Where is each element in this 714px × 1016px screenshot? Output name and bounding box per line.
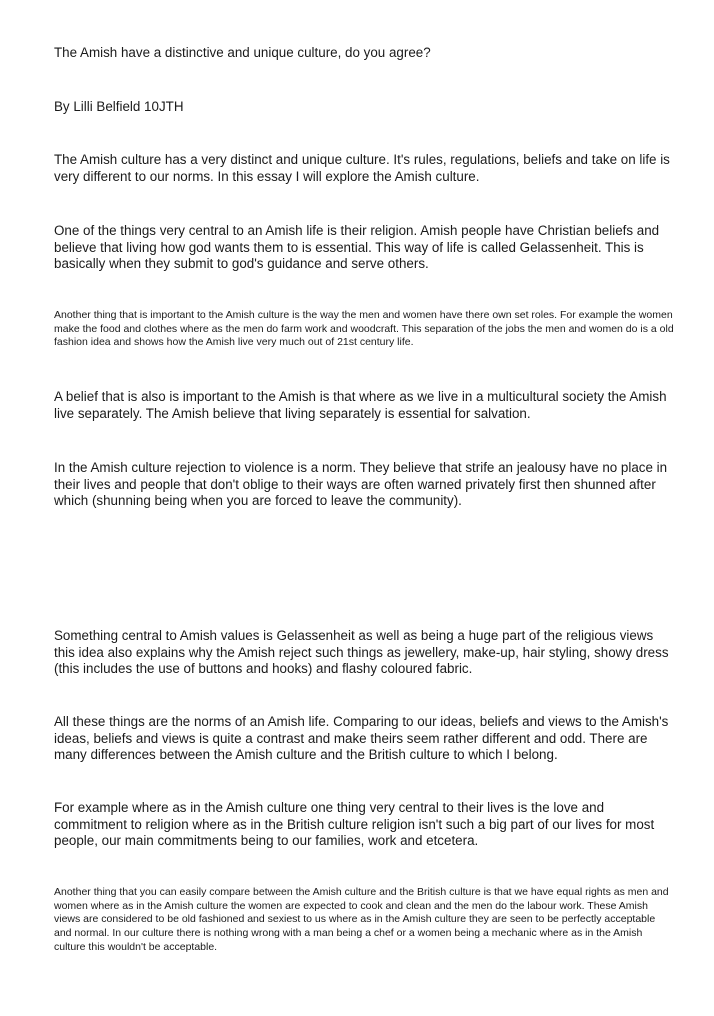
author-byline: By Lilli Belfield 10JTH [54,99,184,114]
paragraph-equal-rights: Another thing that you can easily compare between the Amish culture and the British culture is that we have equal rights as men and women where as in the Amish culture the women are expected to cook and clean and the men do the labour work. These Amish views are considered to be old fashioned and sexiest to us where as in the Amish culture they are seen to be perfectly acceptable and normal. In our culture there is nothing wrong with a man being a chef or a women being a mechanic where as in the Amish culture this wouldn't be acceptable. [54,886,669,953]
essay-title: The Amish have a distinctive and unique culture, do you agree? [54,45,431,60]
paragraph-religion-comparison: For example where as in the Amish culture one thing very central to their lives is the love and commitment to religion where as in the British culture religion isn't such a big part of our lives for most people, our main commitments being to our families, work and etcetera. [54,800,655,849]
paragraph-gender-roles: Another thing that is important to the Amish culture is the way the men and women have there own set roles. For example the women make the food and clothes where as the men do farm work and woodcraft. This separation of the jobs the men and women do is a old fashion idea and shows how the Amish live very much out of 21st century life. [54,309,674,349]
paragraph-separation: A belief that is also is important to the Amish is that where as we live in a multicultural society the Amish live separately. The Amish believe that living separately is essential for salvation. [54,389,667,421]
paragraph-nonviolence: In the Amish culture rejection to violence is a norm. They believe that strife an jealousy have no place in their lives and people that don't oblige to their ways are often warned privately first then shunned after which (shunning being when you are forced to leave the community). [54,460,668,509]
paragraph-intro: The Amish culture has a very distinct and unique culture. It's rules, regulations, beliefs and take on life is very different to our norms. In this essay I will explore the Amish culture. [54,152,670,184]
paragraph-religion: One of the things very central to an Amish life is their religion. Amish people have Christian beliefs and believe that living how god wants them to is essential. This way of life is called Gelassenheit. This is basically when they submit to god's guidance and serve others. [54,223,660,272]
paragraph-gelassenheit: Something central to Amish values is Gelassenheit as well as being a huge part of the religious views this idea also explains why the Amish reject such things as jewellery, make-up, hair styling, showy dress (this includes the use of buttons and hooks) and flashy coloured fabric. [54,628,669,677]
paragraph-comparison: All these things are the norms of an Amish life. Comparing to our ideas, beliefs and views to the Amish's ideas, beliefs and views is quite a contrast and make theirs seem rather different and odd. There are many differences between the Amish culture and the British culture to which I belong. [54,714,669,763]
